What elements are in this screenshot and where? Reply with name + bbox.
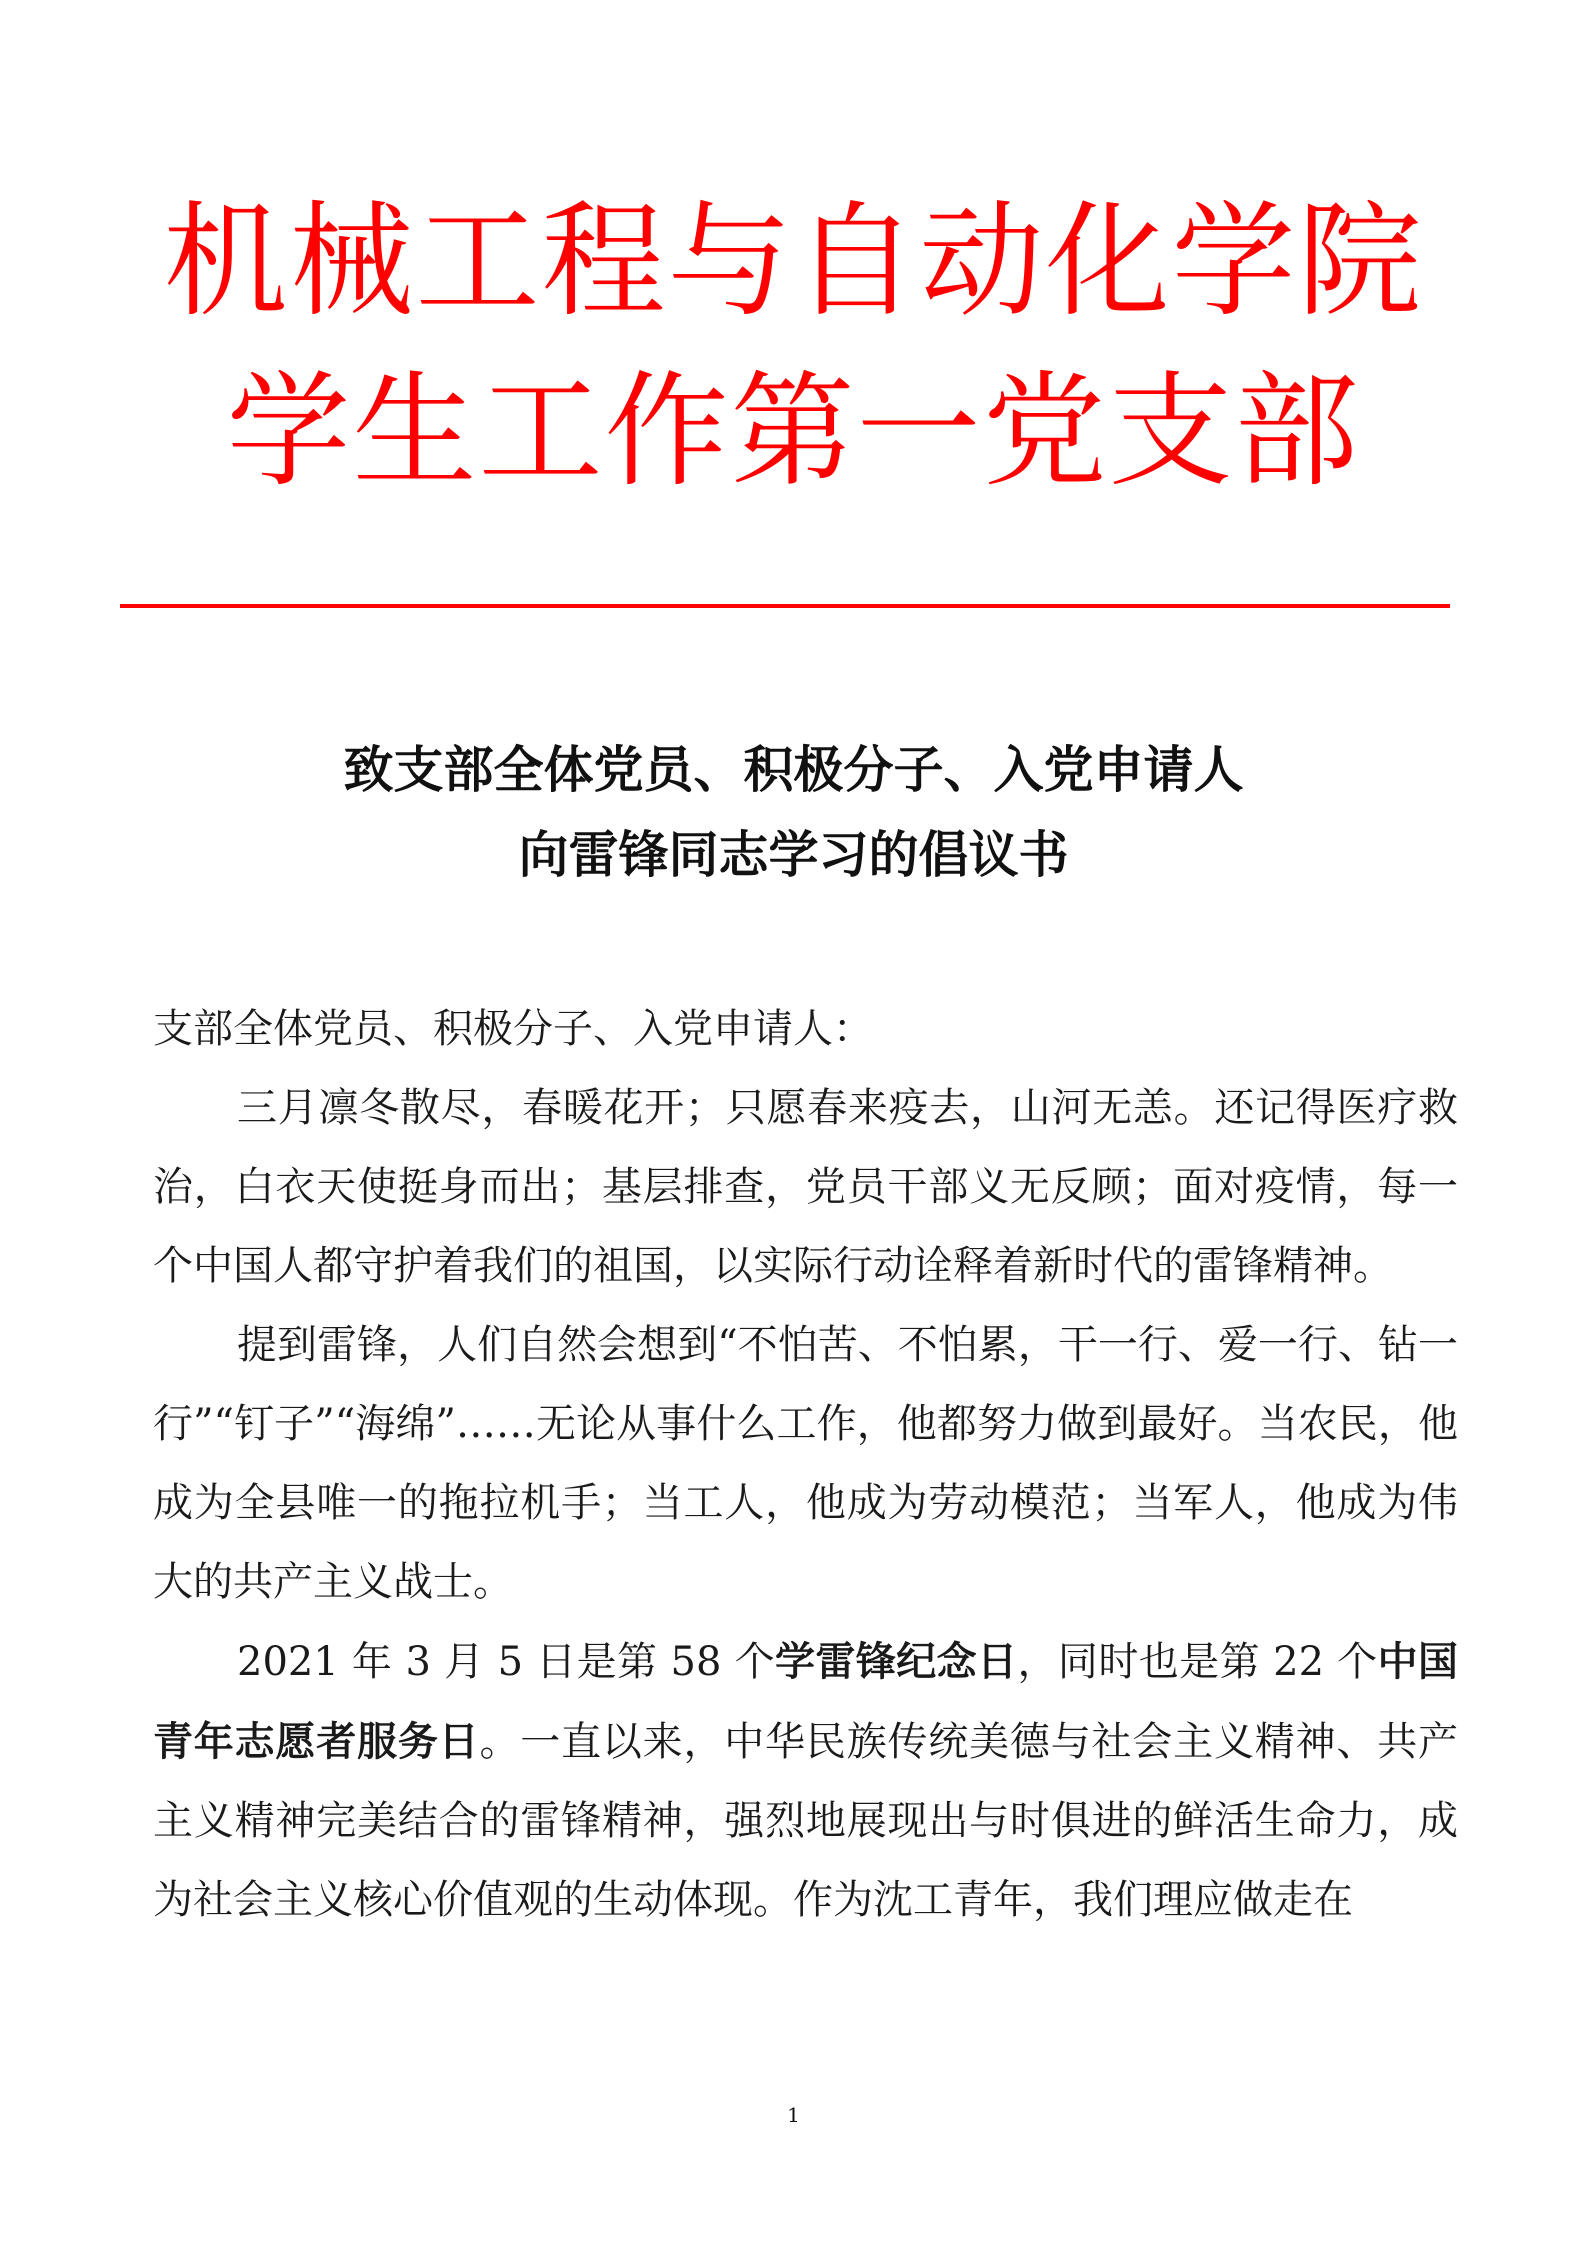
header-divider xyxy=(120,604,1450,608)
paragraph-2: 提到雷锋，人们自然会想到“不怕苦、不怕累，干一行、爱一行、钻一行”“钉子”“海绵”……无论从事什么工作，他都努力做到最好。当农民，他成为全县唯一的拖拉机手；当工人，他成为劳动模范；当军人，他成为伟大的共产主义战士。 xyxy=(153,1322,1458,1605)
paragraph-3-text-1: 2021 年 3 月 5 日是第 58 个 xyxy=(237,1639,776,1685)
paragraph-3-text-2: ，同时也是第 22 个 xyxy=(1017,1639,1378,1685)
page-number: 1 xyxy=(787,2103,800,2127)
paragraph-3-text-3: 。一直以来，中华民族传统美德与社会主义精神、共产主义精神完美结合的雷锋精神，强烈地展现出与时俱进的鲜活生命力，成为社会主义核心价值观的生动体现。作为沈工青年，我们理应做走在 xyxy=(153,1719,1459,1923)
document-title-line1: 致支部全体党员、积极分子、入党申请人 xyxy=(343,741,1244,799)
paragraph-3-bold-1: 学雷锋纪念日 xyxy=(775,1638,1018,1685)
salutation: 支部全体党员、积极分子、入党申请人： xyxy=(153,1006,873,1052)
header-title-line1: 机械工程与自动化学院 xyxy=(163,190,1424,334)
header-title-line2: 学生工作第一党支部 xyxy=(226,360,1361,504)
paragraph-1: 三月凛冬散尽，春暖花开；只愿春来疫去，山河无恙。还记得医疗救治，白衣天使挺身而出；基层排查，党员干部义无反顾；面对疫情，每一个中国人都守护着我们的祖国，以实际行动诠释着新时代的雷锋精神。 xyxy=(153,1085,1458,1289)
document-title-line2: 向雷锋同志学习的倡议书 xyxy=(518,826,1069,884)
body-paragraphs xyxy=(153,1069,1458,1940)
paragraph-3 xyxy=(153,1622,1458,1940)
paragraph-3-bold-2: 中国青年志愿者服务日 xyxy=(153,1638,1459,1765)
